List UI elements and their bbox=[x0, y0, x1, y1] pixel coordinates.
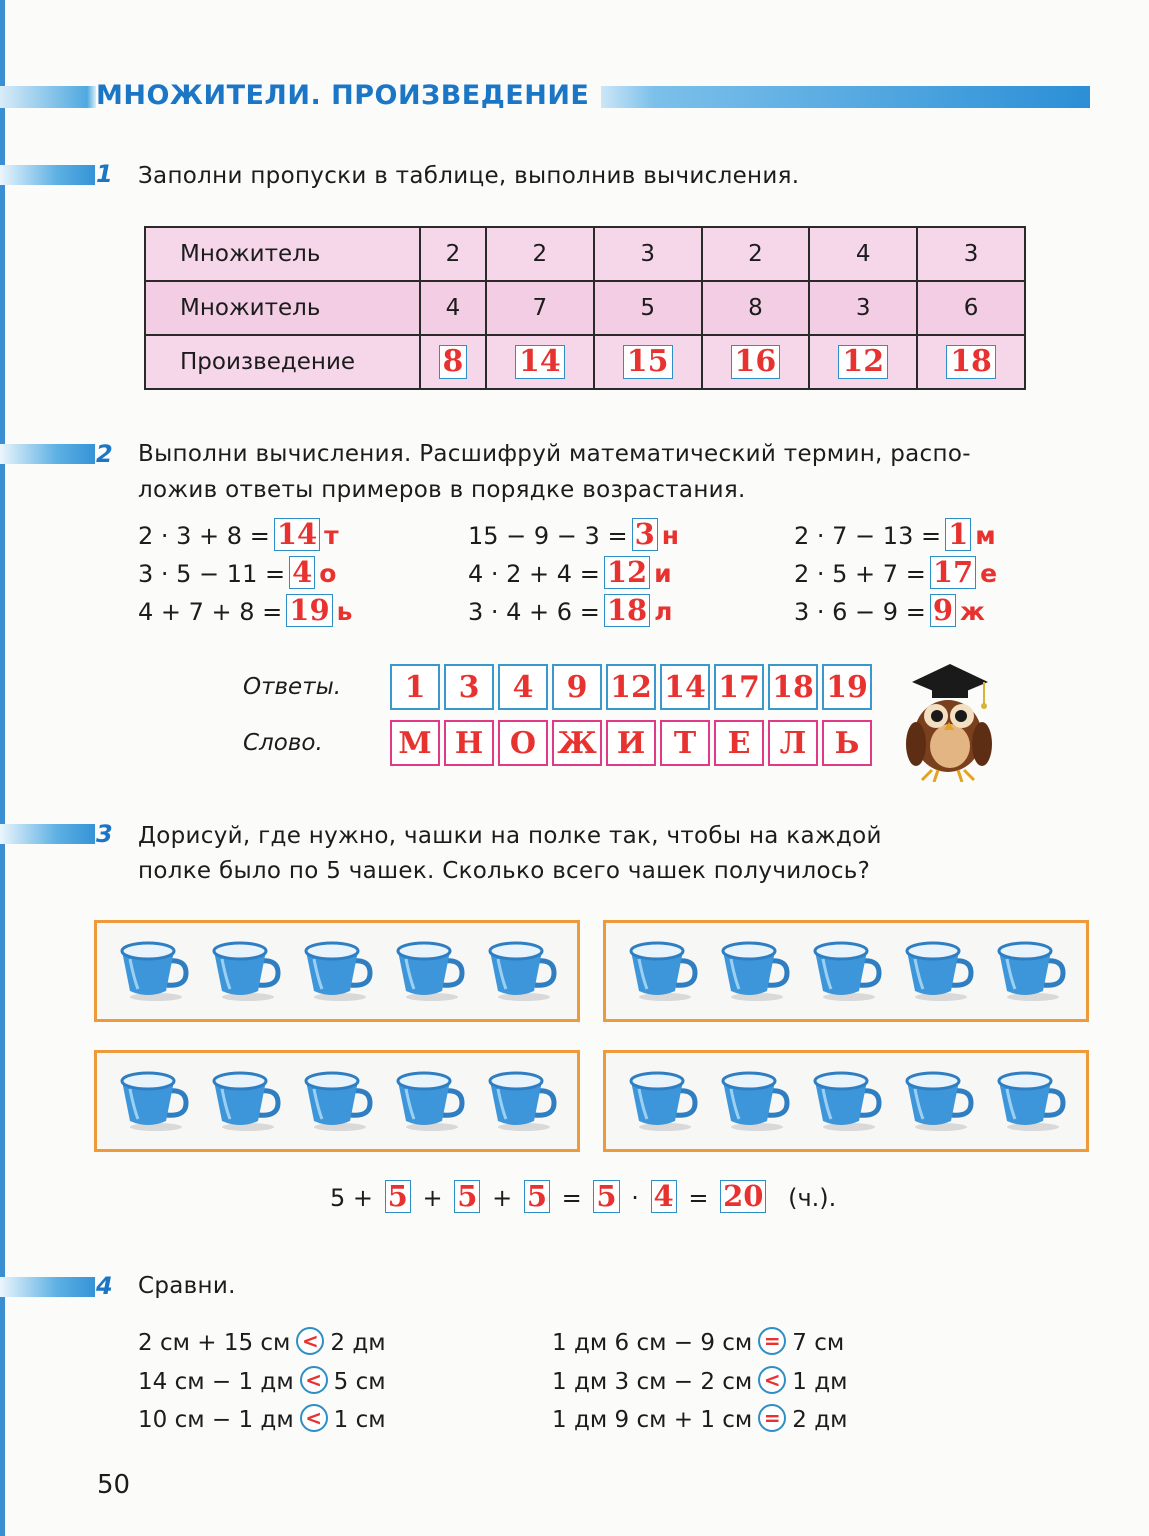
word-row bbox=[390, 720, 872, 766]
table-row bbox=[145, 335, 1025, 389]
answer-cell[interactable]: 4 bbox=[498, 664, 548, 710]
compare-row bbox=[138, 1366, 386, 1395]
letter: и bbox=[654, 559, 672, 588]
compare-row bbox=[138, 1404, 386, 1433]
answer-box[interactable]: 5 bbox=[524, 1180, 550, 1213]
cup-icon bbox=[208, 1071, 282, 1131]
expression-text: 4 · 2 + 4 = bbox=[468, 560, 600, 588]
answer-box[interactable]: 8 bbox=[439, 345, 468, 379]
page-edge-strip bbox=[0, 0, 5, 1536]
word-letter-cell[interactable]: И bbox=[606, 720, 656, 766]
answer-cell[interactable]: 12 bbox=[606, 664, 656, 710]
compare-row bbox=[138, 1327, 386, 1356]
row-label: Множитель bbox=[145, 227, 420, 281]
task-1-marker bbox=[0, 165, 95, 185]
expression-text: 15 − 9 − 3 = bbox=[468, 522, 628, 550]
answer-cell[interactable]: 18 bbox=[768, 664, 818, 710]
word-letter-cell[interactable]: М bbox=[390, 720, 440, 766]
compare-row bbox=[552, 1404, 848, 1433]
compare-lhs: 1 дм 9 см + 1 см bbox=[552, 1407, 753, 1433]
compare-lhs: 1 дм 3 см − 2 см bbox=[552, 1369, 753, 1395]
task-3-text-line2: полке было по 5 чашек. Сколько всего чашек получилось? bbox=[138, 858, 871, 884]
compare-row bbox=[552, 1366, 848, 1395]
task-3-number: 3 bbox=[96, 820, 113, 848]
cup-icon bbox=[300, 941, 374, 1001]
task-2-marker bbox=[0, 444, 95, 464]
expression-text: 2 · 7 − 13 = bbox=[794, 522, 942, 550]
answer-box[interactable]: 16 bbox=[731, 345, 781, 379]
answer-box[interactable]: 18 bbox=[946, 345, 996, 379]
task-2-text-line1: Выполни вычисления. Расшифруй математический термин, распо- bbox=[138, 441, 971, 467]
cups-equation bbox=[330, 1180, 836, 1213]
word-letter-cell[interactable]: Ж bbox=[552, 720, 602, 766]
expression-text: 3 · 6 − 9 = bbox=[794, 598, 926, 626]
compare-lhs: 14 см − 1 дм bbox=[138, 1369, 294, 1395]
compare-sign[interactable]: < bbox=[300, 1404, 328, 1432]
cup-icon bbox=[625, 941, 699, 1001]
task-1-number: 1 bbox=[96, 160, 113, 188]
word-label: Слово. bbox=[243, 730, 323, 756]
table-cell: 2 bbox=[420, 227, 486, 281]
shelf bbox=[603, 920, 1089, 1022]
compare-rhs: 1 дм bbox=[792, 1369, 848, 1395]
task-4-marker bbox=[0, 1277, 95, 1297]
expression bbox=[138, 556, 336, 589]
cup-icon bbox=[993, 1071, 1067, 1131]
cup-icon bbox=[809, 941, 883, 1001]
multiplication-table bbox=[144, 226, 1026, 390]
compare-rhs: 2 дм bbox=[330, 1330, 386, 1356]
task-1-text: Заполни пропуски в таблице, выполнив вычисления. bbox=[138, 163, 800, 189]
word-letter-cell[interactable]: Т bbox=[660, 720, 710, 766]
letter: н bbox=[661, 521, 680, 550]
equation-text: · bbox=[631, 1184, 639, 1212]
answer-box[interactable]: 17 bbox=[930, 556, 976, 589]
table-cell bbox=[917, 335, 1025, 389]
letter: ж bbox=[960, 597, 985, 626]
table-cell: 8 bbox=[702, 281, 810, 335]
expression bbox=[794, 556, 997, 589]
table-cell: 3 bbox=[594, 227, 702, 281]
expression bbox=[794, 518, 996, 551]
answer-box[interactable]: 3 bbox=[632, 518, 658, 551]
answer-box[interactable]: 5 bbox=[593, 1180, 619, 1213]
cup-icon bbox=[392, 941, 466, 1001]
answer-cell[interactable]: 1 bbox=[390, 664, 440, 710]
answer-box[interactable]: 14 bbox=[274, 518, 320, 551]
compare-lhs: 10 см − 1 дм bbox=[138, 1407, 294, 1433]
letter: ь bbox=[336, 597, 353, 626]
answer-box[interactable]: 14 bbox=[515, 345, 565, 379]
equation-text: + bbox=[492, 1184, 513, 1212]
shelf bbox=[603, 1050, 1089, 1152]
cup-icon bbox=[392, 1071, 466, 1131]
answer-cell[interactable]: 17 bbox=[714, 664, 764, 710]
compare-row bbox=[552, 1327, 844, 1356]
row-label: Множитель bbox=[145, 281, 420, 335]
table-cell: 7 bbox=[486, 281, 594, 335]
compare-sign[interactable]: = bbox=[758, 1327, 786, 1355]
task-4-number: 4 bbox=[96, 1272, 113, 1300]
shelf bbox=[94, 920, 580, 1022]
answer-box[interactable]: 9 bbox=[930, 594, 956, 627]
table-row bbox=[145, 281, 1025, 335]
answer-box[interactable]: 1 bbox=[945, 518, 971, 551]
answer-cell[interactable]: 3 bbox=[444, 664, 494, 710]
cup-icon bbox=[625, 1071, 699, 1131]
answer-box[interactable]: 18 bbox=[604, 594, 650, 627]
equation-text: 5 + bbox=[330, 1184, 374, 1212]
letter: е bbox=[980, 559, 998, 588]
cup-icon bbox=[717, 1071, 791, 1131]
expression bbox=[468, 556, 672, 589]
table-cell bbox=[594, 335, 702, 389]
word-letter-cell[interactable]: О bbox=[498, 720, 548, 766]
task-4-text: Сравни. bbox=[138, 1273, 236, 1299]
cup-icon bbox=[993, 941, 1067, 1001]
expression-text: 2 · 5 + 7 = bbox=[794, 560, 926, 588]
cup-icon bbox=[484, 1071, 558, 1131]
table-cell: 3 bbox=[917, 227, 1025, 281]
answer-box[interactable]: 20 bbox=[720, 1180, 766, 1213]
letter: м bbox=[975, 521, 996, 550]
answer-box[interactable]: 15 bbox=[623, 345, 673, 379]
task-3-marker bbox=[0, 824, 95, 844]
cup-icon bbox=[208, 941, 282, 1001]
answer-cell[interactable]: 14 bbox=[660, 664, 710, 710]
cup-icon bbox=[717, 941, 791, 1001]
compare-rhs: 7 см bbox=[792, 1330, 845, 1356]
word-letter-cell[interactable]: Е bbox=[714, 720, 764, 766]
table-row bbox=[145, 227, 1025, 281]
expression bbox=[138, 518, 339, 551]
compare-rhs: 2 дм bbox=[792, 1407, 848, 1433]
table-cell bbox=[420, 335, 486, 389]
expression bbox=[794, 594, 985, 627]
table-cell: 3 bbox=[809, 281, 917, 335]
expression bbox=[138, 594, 352, 627]
word-letter-cell[interactable]: Н bbox=[444, 720, 494, 766]
answer-cell[interactable]: 19 bbox=[822, 664, 872, 710]
expression bbox=[468, 518, 679, 551]
compare-lhs: 1 дм 6 см − 9 см bbox=[552, 1330, 753, 1356]
compare-lhs: 2 см + 15 см bbox=[138, 1330, 291, 1356]
letter: т bbox=[324, 521, 339, 550]
answer-box[interactable]: 19 bbox=[286, 594, 332, 627]
table-cell: 4 bbox=[420, 281, 486, 335]
compare-rhs: 5 см bbox=[333, 1369, 386, 1395]
table-cell: 4 bbox=[809, 227, 917, 281]
expression-text: 3 · 5 − 11 = bbox=[138, 560, 286, 588]
cup-icon bbox=[484, 941, 558, 1001]
cup-icon bbox=[116, 1071, 190, 1131]
compare-rhs: 1 см bbox=[333, 1407, 386, 1433]
table-cell: 2 bbox=[486, 227, 594, 281]
answers-label: Ответы. bbox=[243, 674, 342, 700]
cup-icon bbox=[901, 941, 975, 1001]
expression bbox=[468, 594, 672, 627]
answer-box[interactable]: 12 bbox=[838, 345, 888, 379]
answer-box[interactable]: 4 bbox=[651, 1180, 677, 1213]
table-cell: 5 bbox=[594, 281, 702, 335]
expression-text: 2 · 3 + 8 = bbox=[138, 522, 270, 550]
row-label: Произведение bbox=[145, 335, 420, 389]
table-cell: 2 bbox=[702, 227, 810, 281]
task-2-text-line2: ложив ответы примеров в порядке возрастания. bbox=[138, 477, 746, 503]
table-cell bbox=[809, 335, 917, 389]
compare-sign[interactable]: = bbox=[758, 1404, 786, 1432]
compare-sign[interactable]: < bbox=[758, 1366, 786, 1394]
page-number: 50 bbox=[97, 1470, 131, 1500]
equation-text: = bbox=[561, 1184, 582, 1212]
owl-illustration bbox=[892, 660, 996, 782]
expression-text: 3 · 4 + 6 = bbox=[468, 598, 600, 626]
letter: л bbox=[654, 597, 673, 626]
shelf bbox=[94, 1050, 580, 1152]
table-cell bbox=[702, 335, 810, 389]
table-cell: 6 bbox=[917, 281, 1025, 335]
cup-icon bbox=[116, 941, 190, 1001]
compare-sign[interactable]: < bbox=[296, 1327, 324, 1355]
answer-box[interactable]: 5 bbox=[454, 1180, 480, 1213]
answer-box[interactable]: 4 bbox=[289, 556, 315, 589]
page-title: МНОЖИТЕЛИ. ПРОИЗВЕДЕНИЕ bbox=[96, 80, 601, 111]
equation-unit: (ч.). bbox=[788, 1184, 837, 1212]
table-cell bbox=[486, 335, 594, 389]
letter: о bbox=[319, 559, 337, 588]
expression-text: 4 + 7 + 8 = bbox=[138, 598, 283, 626]
answers-row bbox=[390, 664, 872, 710]
answer-box[interactable]: 5 bbox=[385, 1180, 411, 1213]
task-3-text-line1: Дорисуй, где нужно, чашки на полке так, чтобы на каждой bbox=[138, 823, 882, 849]
compare-sign[interactable]: < bbox=[300, 1366, 328, 1394]
answer-box[interactable]: 12 bbox=[604, 556, 650, 589]
answer-cell[interactable]: 9 bbox=[552, 664, 602, 710]
word-letter-cell[interactable]: Л bbox=[768, 720, 818, 766]
equation-text: = bbox=[688, 1184, 709, 1212]
equation-text: + bbox=[422, 1184, 443, 1212]
cup-icon bbox=[300, 1071, 374, 1131]
cup-icon bbox=[901, 1071, 975, 1131]
cup-icon bbox=[809, 1071, 883, 1131]
word-letter-cell[interactable]: Ь bbox=[822, 720, 872, 766]
task-2-number: 2 bbox=[96, 440, 113, 468]
